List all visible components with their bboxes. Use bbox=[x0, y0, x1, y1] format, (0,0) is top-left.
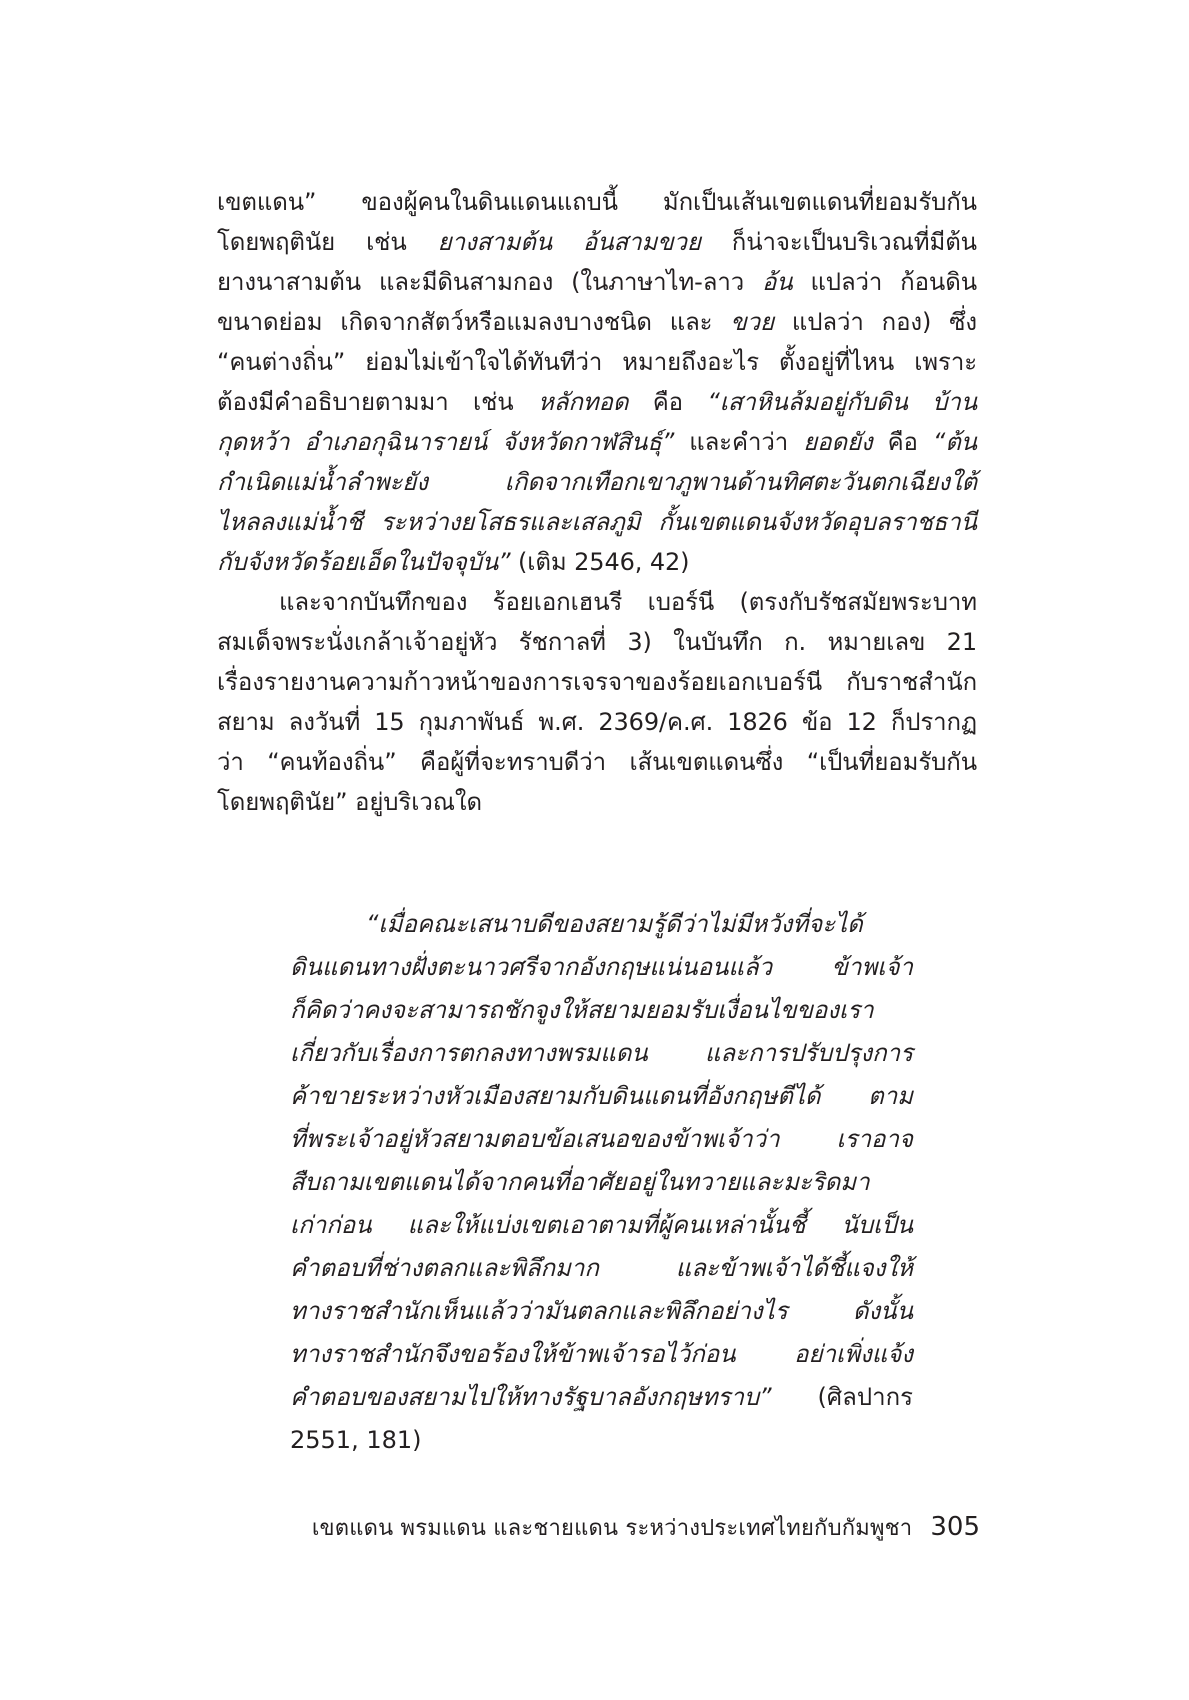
quote-line: สืบถามเขตแดนได้จากคนที่อาศัยอยู่ในทวายและมะริดมา bbox=[290, 1168, 870, 1196]
quote-line: “เมื่อคณะเสนาบดีของสยามรู้ดีว่าไม่มีหวังที่จะได้ bbox=[366, 910, 863, 938]
quote-line: เก่าก่อน และให้แบ่งเขตเอาตามที่ผู้คนเหล่านั้นชี้ นับเป็น bbox=[290, 1211, 913, 1239]
text-line: สยาม ลงวันที่ 15 กุมภาพันธ์ พ.ศ. 2369/ค.ศ. 1826 ข้อ 12 ก็ปรากฏ bbox=[217, 708, 977, 736]
text-line: ว่า “คนท้องถิ่น” คือผู้ที่จะทราบดีว่า เส้นเขตแดนซึ่ง “เป็นที่ยอมรับกัน bbox=[217, 748, 977, 776]
text-line: กับจังหวัดร้อยเอ็ดในปัจจุบัน” (เติม 2546, 42) bbox=[217, 548, 690, 576]
text-line: กุดหว้า อำเภอกุฉินารายน์ จังหวัดกาฬสินธุ์” และคำว่า ยอดยัง คือ “ต้น bbox=[217, 428, 977, 456]
text-line: เรื่องรายงานความก้าวหน้าของการเจรจาของร้อยเอกเบอร์นี กับราชสำนัก bbox=[217, 668, 977, 696]
text-line: เขตแดน” ของผู้คนในดินแดนแถบนี้ มักเป็นเส้นเขตแดนที่ยอมรับกัน bbox=[217, 188, 977, 216]
text-line: โดยพฤตินัย เช่น ยางสามต้น อ้นสามขวย ก็น่าจะเป็นบริเวณที่มีต้น bbox=[217, 228, 977, 256]
paragraph-1 bbox=[217, 182, 977, 822]
quote-line: คำตอบของสยามไปให้ทางรัฐบาลอังกฤษทราบ” (ศิลปากร bbox=[290, 1383, 913, 1411]
text-line: โดยพฤตินัย” อยู่บริเวณใด bbox=[217, 788, 482, 816]
text-line: ยางนาสามต้น และมีดินสามกอง (ในภาษาไท-ลาว อ้น แปลว่า ก้อนดิน bbox=[217, 268, 978, 296]
quote-line: ดินแดนทางฝั่งตะนาวศรีจากอังกฤษแน่นอนแล้ว ข้าพเจ้า bbox=[290, 953, 913, 981]
text-line: “คนต่างถิ่น” ย่อมไม่เข้าใจได้ทันทีว่า หมายถึงอะไร ตั้งอยู่ที่ไหน เพราะ bbox=[217, 348, 977, 376]
quote-line: เกี่ยวกับเรื่องการตกลงทางพรมแดน และการปรับปรุงการ bbox=[290, 1039, 913, 1067]
text-line: ต้องมีคำอธิบายตามมา เช่น หลักทอด คือ “เสาหินล้มอยู่กับดิน บ้าน bbox=[217, 388, 978, 416]
text-line: ขนาดย่อม เกิดจากสัตว์หรือแมลงบางชนิด และ ขวย แปลว่า กอง) ซึ่ง bbox=[217, 308, 978, 336]
quote-line: ทางราชสำนักเห็นแล้วว่ามันตลกและพิลึกอย่างไร ดังนั้น bbox=[290, 1297, 913, 1325]
quote-line: ที่พระเจ้าอยู่หัวสยามตอบข้อเสนอของข้าพเจ้าว่า เราอาจ bbox=[290, 1125, 913, 1153]
quote-line: ก็คิดว่าคงจะสามารถชักจูงให้สยามยอมรับเงื่อนไขของเรา bbox=[290, 996, 874, 1024]
quote-line: คำตอบที่ช่างตลกและพิลึกมาก และข้าพเจ้าได้ชี้แจงให้ bbox=[290, 1254, 913, 1282]
text-line: ไหลลงแม่น้ำชี ระหว่างยโสธรและเสลภูมิ กั้นเขตแดนจังหวัดอุบลราชธานี bbox=[217, 508, 977, 536]
running-title: เขตแดน พรมแดน และชายแดน ระหว่างประเทศไทยกับกัมพูชา bbox=[311, 1516, 913, 1541]
text-line: สมเด็จพระนั่งเกล้าเจ้าอยู่หัว รัชกาลที่ 3) ในบันทึก ก. หมายเลข 21 bbox=[217, 628, 977, 656]
block-quote bbox=[290, 903, 913, 1462]
quote-line: ทางราชสำนักจึงขอร้องให้ข้าพเจ้ารอไว้ก่อน อย่าเพิ่งแจ้ง bbox=[290, 1340, 913, 1368]
page-footer bbox=[311, 1510, 980, 1550]
text-line: และจากบันทึกของ ร้อยเอกเฮนรี เบอร์นี (ตรงกับรัชสมัยพระบาท bbox=[279, 588, 977, 616]
page-number: 305 bbox=[930, 1512, 980, 1542]
quote-line: ค้าขายระหว่างหัวเมืองสยามกับดินแดนที่อังกฤษตีได้ ตาม bbox=[290, 1082, 913, 1110]
text-line: กำเนิดแม่น้ำลำพะยัง เกิดจากเทือกเขาภูพานด้านทิศตะวันตกเฉียงใต้ bbox=[217, 468, 977, 496]
quote-line: 2551, 181) bbox=[290, 1426, 422, 1454]
